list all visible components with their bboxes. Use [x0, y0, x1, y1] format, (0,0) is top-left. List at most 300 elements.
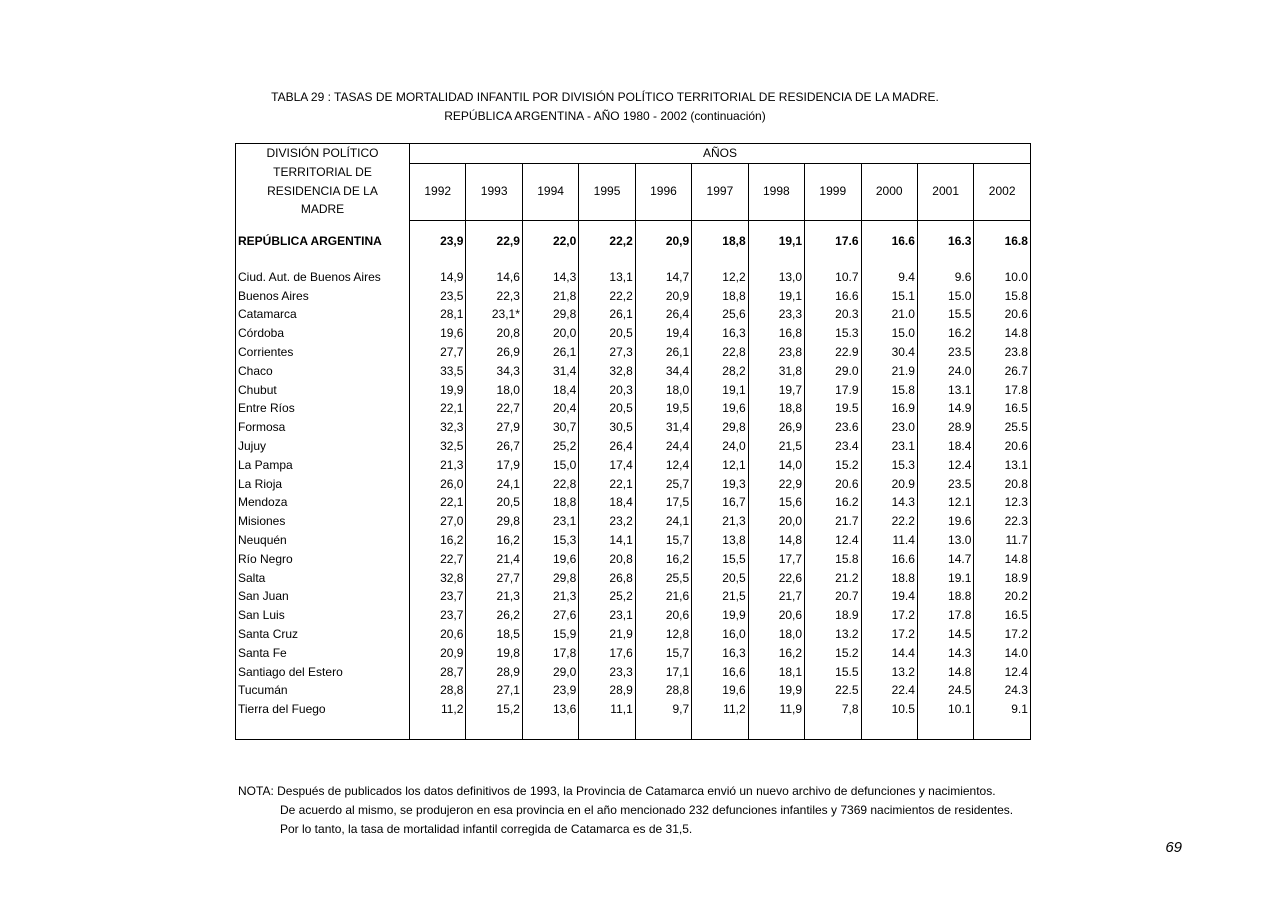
spacer-row [236, 719, 1031, 740]
rate-cell: 20.6 [974, 305, 1031, 324]
rate-cell: 18,8 [748, 399, 804, 418]
rate-cell [692, 251, 748, 268]
note-line-3: Por lo tanto, la tasa de mortalidad infantil corregida de Catamarca es de 31,5. [280, 822, 693, 836]
rate-cell: 16.9 [861, 399, 917, 418]
rate-cell: 26,8 [579, 569, 635, 588]
rate-cell: 33,5 [410, 362, 466, 381]
header-division-line: TERRITORIAL DE [273, 164, 372, 179]
rate-cell: 15,3 [522, 531, 578, 550]
rate-cell: 20,8 [579, 550, 635, 569]
rate-cell: 23,7 [410, 606, 466, 625]
rate-cell: 15.2 [805, 456, 861, 475]
rate-cell [579, 719, 635, 740]
rate-cell [579, 220, 635, 231]
rate-cell: 15.8 [974, 287, 1031, 306]
rate-cell: 29,0 [522, 663, 578, 682]
rate-cell: 22.2 [861, 512, 917, 531]
rate-cell: 22,9 [748, 475, 804, 494]
rate-cell: 24.3 [974, 681, 1031, 700]
rate-cell [466, 719, 522, 740]
table-row [236, 287, 1031, 306]
rate-cell: 29,8 [522, 305, 578, 324]
rate-cell: 13,1 [579, 268, 635, 287]
table-subtitle: REPÚBLICA ARGENTINA - AÑO 1980 - 2002 (continuación) [444, 109, 766, 123]
rate-cell: 17.2 [861, 625, 917, 644]
rate-cell: 29,8 [692, 418, 748, 437]
row-label: Formosa [236, 418, 410, 437]
rate-cell: 28,7 [410, 663, 466, 682]
rate-cell: 20,4 [522, 399, 578, 418]
rate-cell: 23,8 [748, 343, 804, 362]
rate-cell: 13.1 [974, 456, 1031, 475]
rate-cell: 15.2 [805, 644, 861, 663]
rate-cell: 23,5 [410, 287, 466, 306]
rate-cell: 14.5 [917, 625, 973, 644]
rate-cell: 26,2 [466, 606, 522, 625]
rate-cell: 28.9 [917, 418, 973, 437]
rate-cell: 26,4 [635, 305, 691, 324]
rate-cell: 13.2 [805, 625, 861, 644]
rate-cell: 16.5 [974, 399, 1031, 418]
rate-cell: 18,8 [522, 493, 578, 512]
rate-cell: 18.4 [917, 437, 973, 456]
rate-cell: 19,9 [692, 606, 748, 625]
rate-cell: 28,1 [410, 305, 466, 324]
rate-cell: 14,0 [748, 456, 804, 475]
rate-cell: 21,3 [466, 587, 522, 606]
rate-cell: 25,7 [635, 475, 691, 494]
rate-cell: 13,0 [748, 268, 804, 287]
rate-cell: 20,0 [522, 324, 578, 343]
rate-cell: 27,3 [579, 343, 635, 362]
spacer-row [236, 220, 1031, 231]
table-row [236, 418, 1031, 437]
rate-cell: 28,8 [410, 681, 466, 700]
rate-cell: 17.8 [917, 606, 973, 625]
rate-cell: 19,3 [692, 475, 748, 494]
rate-cell: 20,3 [579, 381, 635, 400]
rate-cell: 32,8 [579, 362, 635, 381]
rate-cell: 20,6 [635, 606, 691, 625]
rate-cell: 25,2 [579, 587, 635, 606]
rate-cell: 21,5 [692, 587, 748, 606]
rate-cell: 23,3 [748, 305, 804, 324]
rate-cell [410, 251, 466, 268]
table-row [236, 399, 1031, 418]
table-title: TABLA 29 : TASAS DE MORTALIDAD INFANTIL POR DIVISIÓN POLÍTICO TERRITORIAL DE RESIDENCIA DE LA MADRE. [271, 90, 939, 104]
rate-cell: 20,0 [748, 512, 804, 531]
row-label: Santiago del Estero [236, 663, 410, 682]
table-row [236, 587, 1031, 606]
rate-cell: 23.8 [974, 343, 1031, 362]
table-row [236, 663, 1031, 682]
year-header: 1999 [805, 163, 861, 220]
rate-cell: 23.6 [805, 418, 861, 437]
rate-cell: 19,1 [692, 381, 748, 400]
rate-cell: 14,9 [410, 268, 466, 287]
table-row [236, 644, 1031, 663]
rate-cell: 14,1 [579, 531, 635, 550]
rate-cell: 14,7 [635, 268, 691, 287]
rate-cell: 21,3 [522, 587, 578, 606]
rate-cell: 16.3 [917, 231, 973, 251]
rate-cell: 19,1 [748, 287, 804, 306]
row-label: Misiones [236, 512, 410, 531]
rate-cell [974, 719, 1031, 740]
rate-cell [805, 719, 861, 740]
rate-cell: 22,1 [579, 475, 635, 494]
table-row [236, 681, 1031, 700]
rate-cell: 17,1 [635, 663, 691, 682]
rate-cell: 11,1 [579, 700, 635, 719]
rate-cell: 23,9 [410, 231, 466, 251]
rate-cell: 21,3 [692, 512, 748, 531]
rate-cell: 14.7 [917, 550, 973, 569]
rate-cell: 19,7 [748, 381, 804, 400]
rate-cell: 28,9 [466, 663, 522, 682]
row-label: Ciud. Aut. de Buenos Aires [236, 268, 410, 287]
rate-cell: 21,7 [748, 587, 804, 606]
table-row [236, 531, 1031, 550]
rate-cell: 16,2 [466, 531, 522, 550]
rate-cell: 12.4 [805, 531, 861, 550]
rate-cell: 23.1 [861, 437, 917, 456]
rate-cell: 11.4 [861, 531, 917, 550]
row-label: Chaco [236, 362, 410, 381]
table-body [236, 144, 1031, 740]
rate-cell: 17,8 [522, 644, 578, 663]
rate-cell: 16,8 [748, 324, 804, 343]
rate-cell: 16,2 [748, 644, 804, 663]
rate-cell [917, 251, 973, 268]
row-label: Catamarca [236, 305, 410, 324]
rate-cell: 20,9 [635, 287, 691, 306]
row-label: Entre Ríos [236, 399, 410, 418]
total-row [236, 231, 1031, 251]
rate-cell: 14,3 [522, 268, 578, 287]
rate-cell: 12,2 [692, 268, 748, 287]
rate-cell: 24,1 [466, 475, 522, 494]
rate-cell: 14.8 [974, 550, 1031, 569]
rate-cell: 19.1 [917, 569, 973, 588]
rate-cell [917, 220, 973, 231]
rate-cell: 7,8 [805, 700, 861, 719]
rate-cell: 20,5 [466, 493, 522, 512]
table-row [236, 512, 1031, 531]
year-header: 1998 [748, 163, 804, 220]
rate-cell: 12.1 [917, 493, 973, 512]
rate-cell: 21,9 [579, 625, 635, 644]
rate-cell: 34,4 [635, 362, 691, 381]
rate-cell: 18,8 [692, 287, 748, 306]
rate-cell: 25,6 [692, 305, 748, 324]
rate-cell: 16.6 [861, 550, 917, 569]
rate-cell: 13,6 [522, 700, 578, 719]
rate-cell [635, 220, 691, 231]
row-label: Santa Cruz [236, 625, 410, 644]
header-division-line: DIVISIÓN POLÍTICO [266, 146, 379, 160]
rate-cell: 15.8 [805, 550, 861, 569]
row-label: Tierra del Fuego [236, 700, 410, 719]
rate-cell: 12.4 [974, 663, 1031, 682]
rate-cell: 16,3 [692, 324, 748, 343]
rate-cell: 26,1 [635, 343, 691, 362]
rate-cell: 19,6 [692, 399, 748, 418]
rate-cell [748, 220, 804, 231]
row-label: La Pampa [236, 456, 410, 475]
row-label: Córdoba [236, 324, 410, 343]
rate-cell: 19,4 [635, 324, 691, 343]
rate-cell: 15,9 [522, 625, 578, 644]
rate-cell: 9.1 [974, 700, 1031, 719]
rate-cell [522, 220, 578, 231]
rate-cell: 16,6 [692, 663, 748, 682]
rate-cell: 20,5 [579, 324, 635, 343]
row-label: San Juan [236, 587, 410, 606]
header-division [236, 144, 410, 221]
rate-cell: 17.6 [805, 231, 861, 251]
rate-cell: 23.5 [917, 475, 973, 494]
rate-cell: 17,6 [579, 644, 635, 663]
rate-cell: 27,7 [410, 343, 466, 362]
rate-cell: 28,2 [692, 362, 748, 381]
note-line-1: NOTA: Después de publicados los datos definitivos de 1993, la Provincia de Catamarca envió un nuevo archivo de defunciones y nacimientos. [238, 784, 996, 798]
rate-cell: 14.4 [861, 644, 917, 663]
rate-cell: 14.9 [917, 399, 973, 418]
rate-cell: 15,6 [748, 493, 804, 512]
rate-cell: 22,1 [410, 399, 466, 418]
rate-cell: 13.0 [917, 531, 973, 550]
rate-cell: 22,6 [748, 569, 804, 588]
rate-cell: 17,7 [748, 550, 804, 569]
rate-cell: 20,5 [579, 399, 635, 418]
rate-cell: 28,8 [635, 681, 691, 700]
rate-cell: 30,7 [522, 418, 578, 437]
rate-cell: 14,8 [748, 531, 804, 550]
rate-cell: 17.2 [974, 625, 1031, 644]
rate-cell: 19,6 [410, 324, 466, 343]
rate-cell: 18,4 [579, 493, 635, 512]
table-row [236, 606, 1031, 625]
header-division-line: MADRE [300, 202, 345, 217]
rate-cell: 21,6 [635, 587, 691, 606]
rate-cell: 20,9 [410, 644, 466, 663]
rate-cell: 18.8 [861, 569, 917, 588]
rate-cell: 24.0 [917, 362, 973, 381]
rate-cell: 23,2 [579, 512, 635, 531]
rate-cell: 22.4 [861, 681, 917, 700]
rate-cell: 15.3 [861, 456, 917, 475]
rate-cell: 16,3 [692, 644, 748, 663]
rate-cell [861, 251, 917, 268]
rate-cell [861, 220, 917, 231]
rate-cell: 17,5 [635, 493, 691, 512]
rate-cell: 27,1 [466, 681, 522, 700]
rate-cell: 29,8 [466, 512, 522, 531]
rate-cell: 10.1 [917, 700, 973, 719]
rate-cell: 15,7 [635, 531, 691, 550]
rate-cell: 11,9 [748, 700, 804, 719]
rate-cell [410, 719, 466, 740]
rate-cell: 23.4 [805, 437, 861, 456]
header-division-line: RESIDENCIA DE LA [267, 183, 378, 198]
rate-cell: 29,8 [522, 569, 578, 588]
rate-cell: 23.0 [861, 418, 917, 437]
rate-cell: 13.1 [917, 381, 973, 400]
rate-cell: 23,7 [410, 587, 466, 606]
rate-cell: 20,8 [466, 324, 522, 343]
table-row [236, 700, 1031, 719]
rate-cell: 23,1* [466, 305, 522, 324]
rate-cell [522, 719, 578, 740]
table-row [236, 625, 1031, 644]
rate-cell: 22,7 [466, 399, 522, 418]
rate-cell: 16.6 [805, 287, 861, 306]
rate-cell: 17.8 [974, 381, 1031, 400]
rate-cell: 19,5 [635, 399, 691, 418]
table-row [236, 475, 1031, 494]
rate-cell: 26,9 [466, 343, 522, 362]
row-label: Chubut [236, 381, 410, 400]
rate-cell: 12,4 [635, 456, 691, 475]
rate-cell: 30,5 [579, 418, 635, 437]
rate-cell: 26,4 [579, 437, 635, 456]
rate-cell: 17,9 [466, 456, 522, 475]
table-row [236, 268, 1031, 287]
rate-cell: 22,0 [522, 231, 578, 251]
rate-cell: 15.8 [861, 381, 917, 400]
rate-cell: 18.9 [974, 569, 1031, 588]
rate-cell: 21,3 [410, 456, 466, 475]
rate-cell: 18,5 [466, 625, 522, 644]
rate-cell: 30.4 [861, 343, 917, 362]
rate-cell [805, 251, 861, 268]
rate-cell: 20.6 [805, 475, 861, 494]
rate-cell: 18,4 [522, 381, 578, 400]
rate-cell: 22,2 [579, 231, 635, 251]
rate-cell: 15,5 [692, 550, 748, 569]
rate-cell: 26,0 [410, 475, 466, 494]
rate-cell: 13.2 [861, 663, 917, 682]
rate-cell: 18,1 [748, 663, 804, 682]
rate-cell: 31,4 [635, 418, 691, 437]
rate-cell: 15.0 [861, 324, 917, 343]
rate-cell: 16,2 [635, 550, 691, 569]
rate-cell [522, 251, 578, 268]
rate-cell: 20.6 [974, 437, 1031, 456]
rate-cell: 27,6 [522, 606, 578, 625]
rate-cell: 21.9 [861, 362, 917, 381]
rate-cell: 21,5 [748, 437, 804, 456]
rate-cell: 18,0 [635, 381, 691, 400]
rate-cell: 25,2 [522, 437, 578, 456]
rate-cell: 32,8 [410, 569, 466, 588]
rate-cell: 14.3 [861, 493, 917, 512]
rate-cell: 19,9 [748, 681, 804, 700]
rate-cell: 16,0 [692, 625, 748, 644]
rate-cell: 19,9 [410, 381, 466, 400]
rate-cell [466, 220, 522, 231]
rate-cell: 18,8 [692, 231, 748, 251]
rate-cell: 9,7 [635, 700, 691, 719]
rate-cell [974, 251, 1031, 268]
rate-cell: 21.7 [805, 512, 861, 531]
table-row [236, 437, 1031, 456]
year-header: 1994 [522, 163, 578, 220]
row-label [236, 220, 410, 231]
rate-cell: 11.7 [974, 531, 1031, 550]
rate-cell: 18,0 [748, 625, 804, 644]
rate-cell: 26,7 [466, 437, 522, 456]
rate-cell: 10.0 [974, 268, 1031, 287]
rate-cell [974, 220, 1031, 231]
rate-cell: 23,3 [579, 663, 635, 682]
table-row [236, 569, 1031, 588]
rate-cell [917, 719, 973, 740]
table-row [236, 493, 1031, 512]
rate-cell: 28,9 [579, 681, 635, 700]
rate-cell: 14.8 [917, 663, 973, 682]
rate-cell: 9.4 [861, 268, 917, 287]
rate-cell: 27,9 [466, 418, 522, 437]
rate-cell: 22,9 [466, 231, 522, 251]
rate-cell: 26,1 [579, 305, 635, 324]
rate-cell [466, 251, 522, 268]
rate-cell: 17.2 [861, 606, 917, 625]
row-label [236, 719, 410, 740]
table-row [236, 381, 1031, 400]
year-header: 2000 [861, 163, 917, 220]
rate-cell: 25,5 [635, 569, 691, 588]
header-row [236, 144, 1031, 164]
rate-cell: 24.5 [917, 681, 973, 700]
rate-cell: 11,2 [410, 700, 466, 719]
rate-cell: 9.6 [917, 268, 973, 287]
rate-cell: 12,8 [635, 625, 691, 644]
rate-cell: 12.4 [917, 456, 973, 475]
rate-cell [635, 251, 691, 268]
table-row [236, 343, 1031, 362]
year-header: 2002 [974, 163, 1031, 220]
rate-cell: 18.8 [917, 587, 973, 606]
mortality-table [235, 143, 1031, 740]
rate-cell: 31,8 [748, 362, 804, 381]
rate-cell: 14,6 [466, 268, 522, 287]
row-label: La Rioja [236, 475, 410, 494]
table-row [236, 456, 1031, 475]
row-label [236, 251, 410, 268]
rate-cell: 20.2 [974, 587, 1031, 606]
rate-cell: 19.4 [861, 587, 917, 606]
row-label: Mendoza [236, 493, 410, 512]
rate-cell: 22.3 [974, 512, 1031, 531]
rate-cell: 16.5 [974, 606, 1031, 625]
rate-cell: 20.9 [861, 475, 917, 494]
rate-cell: 20,9 [635, 231, 691, 251]
rate-cell [635, 719, 691, 740]
rate-cell: 18.9 [805, 606, 861, 625]
rate-cell: 15,2 [466, 700, 522, 719]
rate-cell: 22,3 [466, 287, 522, 306]
rate-cell: 25.5 [974, 418, 1031, 437]
rate-cell [805, 220, 861, 231]
rate-cell: 22,1 [410, 493, 466, 512]
row-label: Buenos Aires [236, 287, 410, 306]
rate-cell: 15.0 [917, 287, 973, 306]
rate-cell: 32,5 [410, 437, 466, 456]
rate-cell: 24,4 [635, 437, 691, 456]
rate-cell: 19,6 [522, 550, 578, 569]
